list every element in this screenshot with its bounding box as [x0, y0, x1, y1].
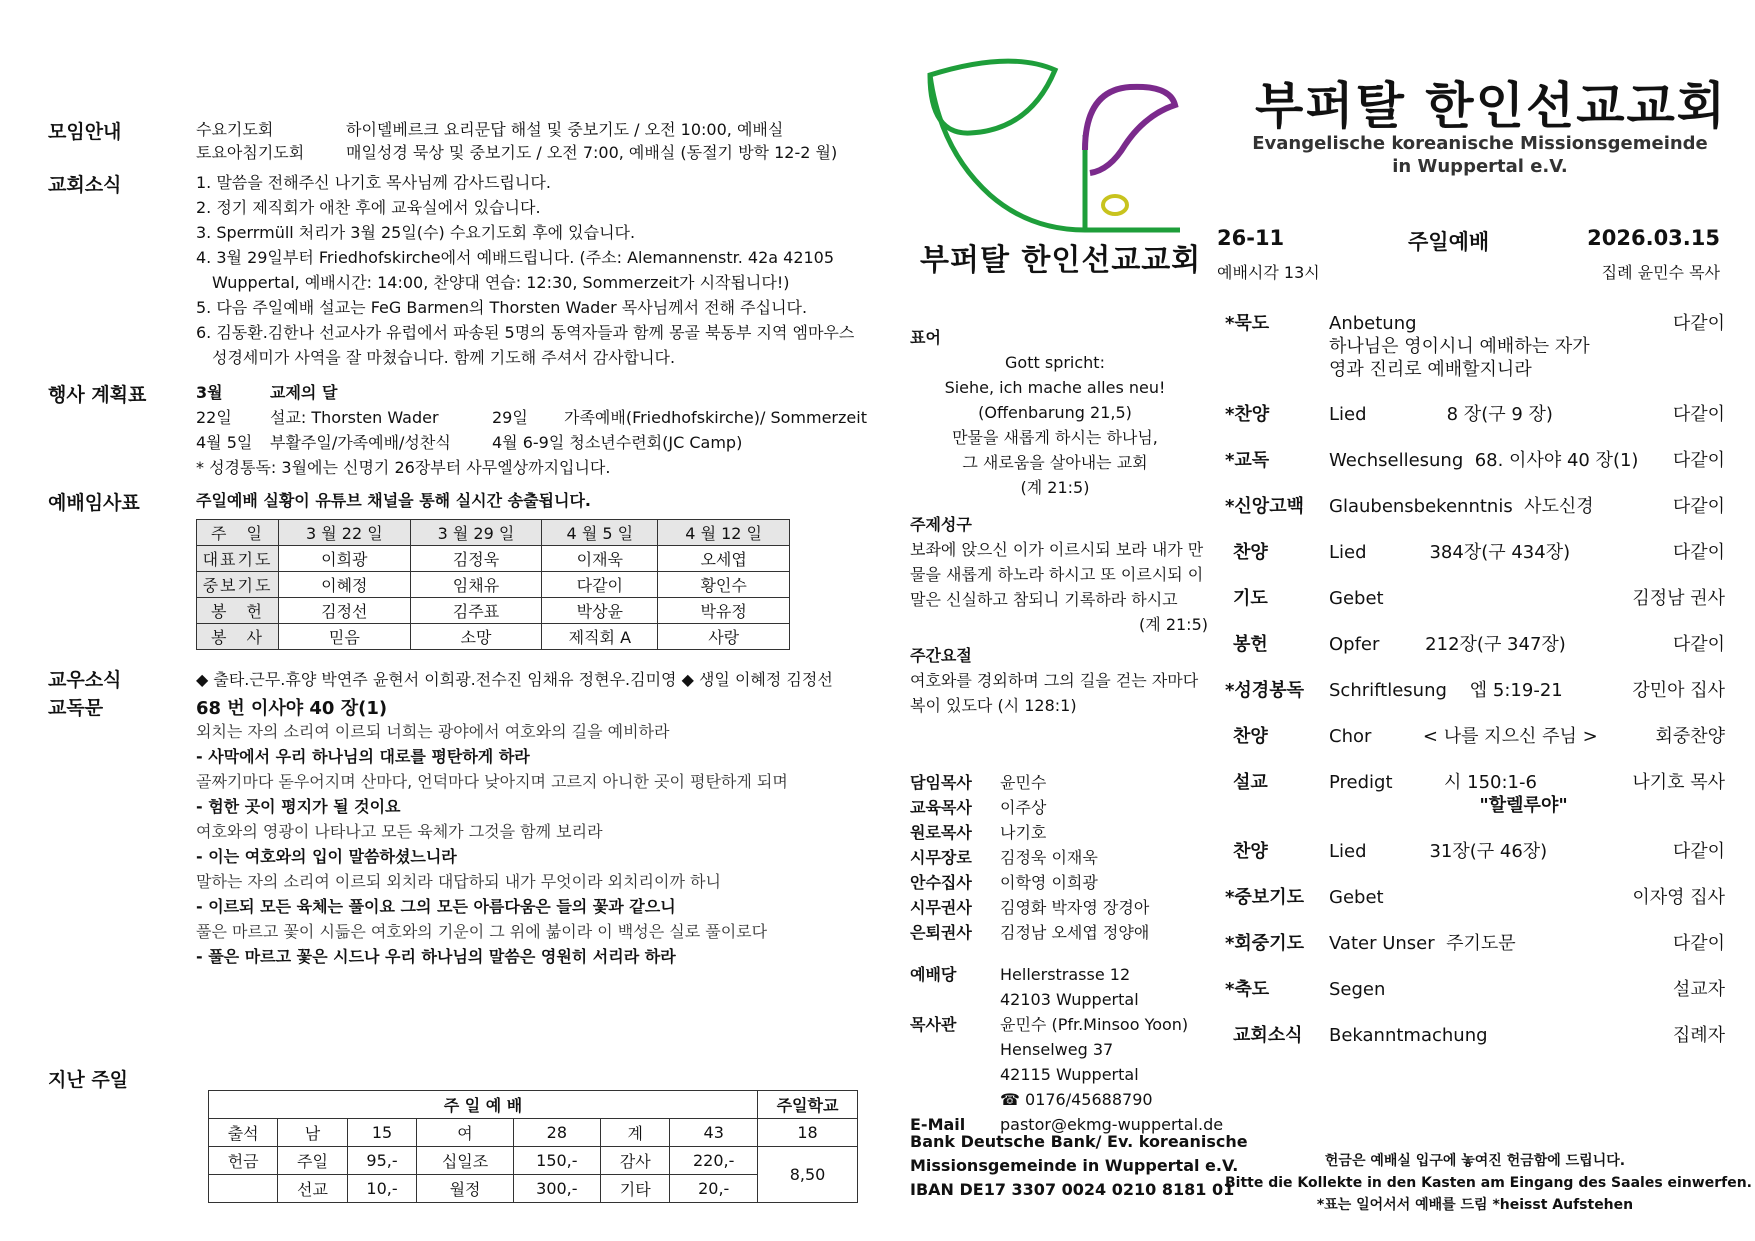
service-time: 예배시각 13시: [1217, 263, 1320, 282]
table-row: 봉 사 믿음 소망 제직회 A 사랑: [197, 624, 790, 650]
last-sunday-label: 지난 주일: [48, 1069, 129, 1091]
list-item: 담임목사 윤민수: [910, 773, 1047, 792]
list-item: 시무권사 김영화 박자영 장경아: [910, 898, 1150, 917]
church-title: 부퍼탈 한인선교교회: [1255, 77, 1728, 135]
church-address-label: 예배당: [910, 965, 957, 984]
theme-verse-text: 보좌에 앉으신 이가 이르시되 보라 내가 만 물을 새롭게 하노라 하시고 또 이르시되 이 말은 신실하고 참되니 기록하라 하시고 (계 21:5): [910, 540, 1208, 634]
table-row: 헌금 주일 95,- 십일조 150,- 감사 220,- 8,50: [209, 1147, 858, 1175]
table-row: 출석 남 15 여 28 계 43 18: [209, 1119, 858, 1147]
reading-line: 골짜기마다 돋우어지며 산마다, 언덕마다 낮아지며 고르지 아니한 곳이 평탄하게 되며: [196, 772, 788, 791]
staff-list: [910, 770, 1149, 945]
service-leader: 집례 윤민수 목사: [1601, 263, 1720, 282]
list-item: 안수집사 이학영 이희광: [910, 873, 1098, 892]
service-title: 주일예배: [1408, 230, 1490, 254]
reading-line: - 사막에서 우리 하나님의 대로를 평탄하게 하라: [196, 747, 530, 766]
reading-line: - 이르되 모든 육체는 풀이요 그의 모든 아름다움은 들의 꽃과 같으니: [196, 897, 676, 916]
reading-line: 여호와의 영광이 나타나고 모든 육체가 그것을 함께 보리라: [196, 822, 603, 841]
news-label: 교회소식: [48, 174, 122, 196]
responsive-reading: [196, 719, 788, 969]
responsive-title: 68 번 이사야 40 장(1): [196, 698, 388, 719]
table-row: 대표기도 이희광 김정욱 이재욱 오세엽: [197, 546, 790, 572]
list-item: 원로목사 나기호: [910, 823, 1047, 842]
schedule-notice: 주일예배 실황이 유튜브 채널을 통해 실시간 송출됩니다.: [196, 491, 591, 510]
meeting-row: 수요기도회 하이델베르크 요리문답 해설 및 중보기도 / 오전 10:00, 예배실: [196, 120, 784, 139]
news-list: [196, 170, 871, 370]
news-item: 6. 김동환.김한나 선교사가 유럽에서 파송된 5명의 동역자들과 함께 몽골 북동부 지역 엠마우스: [196, 323, 855, 342]
news-item: Wuppertal, 예배시간: 14:00, 찬양대 연습: 12:30, Sommerzeit가 시작됩니다!): [212, 273, 790, 292]
news-item: 성경세미가 사역을 잘 마쳤습니다. 함께 기도해 주셔서 감사합니다.: [212, 348, 676, 367]
church-logo-icon: [920, 55, 1205, 250]
table-row: 주 일 3 월 22 일 3 월 29 일 4 월 5 일 4 월 12 일: [197, 520, 790, 546]
events-block: 3월 교제의 달 22일 설교: Thorsten Wader 29일 가족예배(Friedhofskirche)/ Sommerzeit 4월 5일 부활주일/가족예배/성찬식 4월 6-9일 청소년수련회(JC Camp) * 성경통독: 3월에는 신명기 26장부터 사무엘상까지입니다.: [196, 380, 867, 480]
last-sunday-table: [208, 1090, 858, 1203]
events-note: * 성경통독: 3월에는 신명기 26장부터 사무엘상까지입니다.: [196, 458, 611, 477]
members-text: ◆ 출타.근무.휴양 박연주 윤현서 이희광.전수진 임채유 정현우.김미영 ◆ 생일 이혜정 김정선: [196, 670, 833, 689]
table-row: 봉 헌 김정선 김주표 박상윤 박유정: [197, 598, 790, 624]
table-row: 주 일 예 배 주일학교: [209, 1091, 858, 1119]
service-number: 26-11: [1217, 226, 1285, 250]
table-row: 선교 10,- 월정 300,- 기타 20,-: [209, 1175, 858, 1203]
contact-block: 예배당 Hellerstrasse 12 42103 Wuppertal 목사관 윤민수 (Pfr.Minsoo Yoon) Henselweg 37 42115 Wuppertal ☎ 0176/45688790 E-Mail pastor@ekmg-wuppertal.de: [910, 962, 1223, 1137]
schedule-table: [196, 519, 790, 650]
events-label: 행사 계획표: [48, 384, 147, 406]
meetings-list: [196, 117, 837, 165]
meeting-row: 토요아침기도회 매일성경 묵상 및 중보기도 / 오전 7:00, 예배실 (동절기 방학 12-2 월): [196, 143, 838, 162]
schedule-label: 예배임사표: [48, 492, 140, 514]
list-item: 은퇴권사 김정남 오세엽 정양애: [910, 923, 1150, 942]
news-item: 3. Sperrmüll 처리가 3월 25일(수) 수요기도회 후에 있습니다.: [196, 223, 636, 242]
events-month-title: 교제의 달: [270, 383, 338, 402]
events-month: 3월: [196, 383, 223, 402]
responsive-label: 교독문: [48, 697, 104, 719]
table-row: 중보기도 이혜정 임채유 다같이 황인수: [197, 572, 790, 598]
phone-number: ☎ 0176/45688790: [1000, 1090, 1153, 1109]
news-item: 5. 다음 주일예배 설교는 FeG Barmen의 Thorsten Wader 목사님께서 전해 주십니다.: [196, 298, 808, 317]
theme-verse-label: 주제성구: [910, 515, 972, 534]
news-item: 2. 정기 제직회가 애찬 후에 교육실에서 있습니다.: [196, 198, 541, 217]
service-date: 2026.03.15: [1587, 226, 1720, 250]
pastor-address-label: 목사관: [910, 1015, 957, 1034]
service-footer: 헌금은 예배실 입구에 놓여진 헌금함에 드립니다. Bitte die Kollekte in den Kasten am Eingang des Saales einwerfen. *표는 일어서서 예배를 드림 *heisst Aufstehen: [1225, 1153, 1752, 1213]
weekly-verse-text: 여호와를 경외하며 그의 길을 걷는 자마다 복이 있도다 (시 128:1): [910, 671, 1199, 715]
reading-line: - 험한 곳이 평지가 될 것이요: [196, 797, 401, 816]
weekly-verse-label: 주간요절: [910, 646, 972, 665]
reading-line: 외치는 자의 소리여 이르되 너희는 광야에서 여호와의 길을 예비하라: [196, 722, 670, 741]
reading-line: - 풀은 마르고 꽃은 시드나 우리 하나님의 말씀은 영원히 서리라 하라: [196, 947, 676, 966]
news-item: 4. 3월 29일부터 Friedhofskirche에서 예배드립니다. (주소: Alemannenstr. 42a 42105: [196, 248, 835, 267]
email-link[interactable]: pastor@ekmg-wuppertal.de: [1000, 1115, 1224, 1134]
motto-label: 표어: [910, 328, 941, 347]
reading-line: 말하는 자의 소리여 이르되 외치라 대답하되 내가 무엇이라 외치리이까 하니: [196, 872, 721, 891]
meetings-label: 모임안내: [48, 121, 122, 143]
motto-text: Gott spricht: Siehe, ich mache alles neu! (Offenbarung 21,5) 만물을 새롭게 하시는 하나님, 그 새로움을 살아내는 교회 (계 21:5): [944, 353, 1166, 497]
bank-info: Bank Deutsche Bank/ Ev. koreanische Missionsgemeinde in Wuppertal e.V. IBAN DE17 3307 0024 0210 8181 01: [910, 1132, 1248, 1199]
logo-text: 부퍼탈 한인선교교회: [920, 243, 1202, 278]
list-item: 시무장로 김정욱 이재욱: [910, 848, 1098, 867]
reading-line: 풀은 마르고 꽃이 시듦은 여호와의 기운이 그 위에 붊이라 이 백성은 실로 풀이로다: [196, 922, 768, 941]
church-subtitle: Evangelische koreanische Missionsgemeinde in Wuppertal e.V.: [1252, 133, 1708, 177]
news-item: 1. 말씀을 전해주신 나기호 목사님께 감사드립니다.: [196, 173, 551, 192]
list-item: 교육목사 이주상: [910, 798, 1047, 817]
reading-line: - 이는 여호와의 입이 말씀하셨느니라: [196, 847, 457, 866]
members-label: 교우소식: [48, 669, 122, 691]
